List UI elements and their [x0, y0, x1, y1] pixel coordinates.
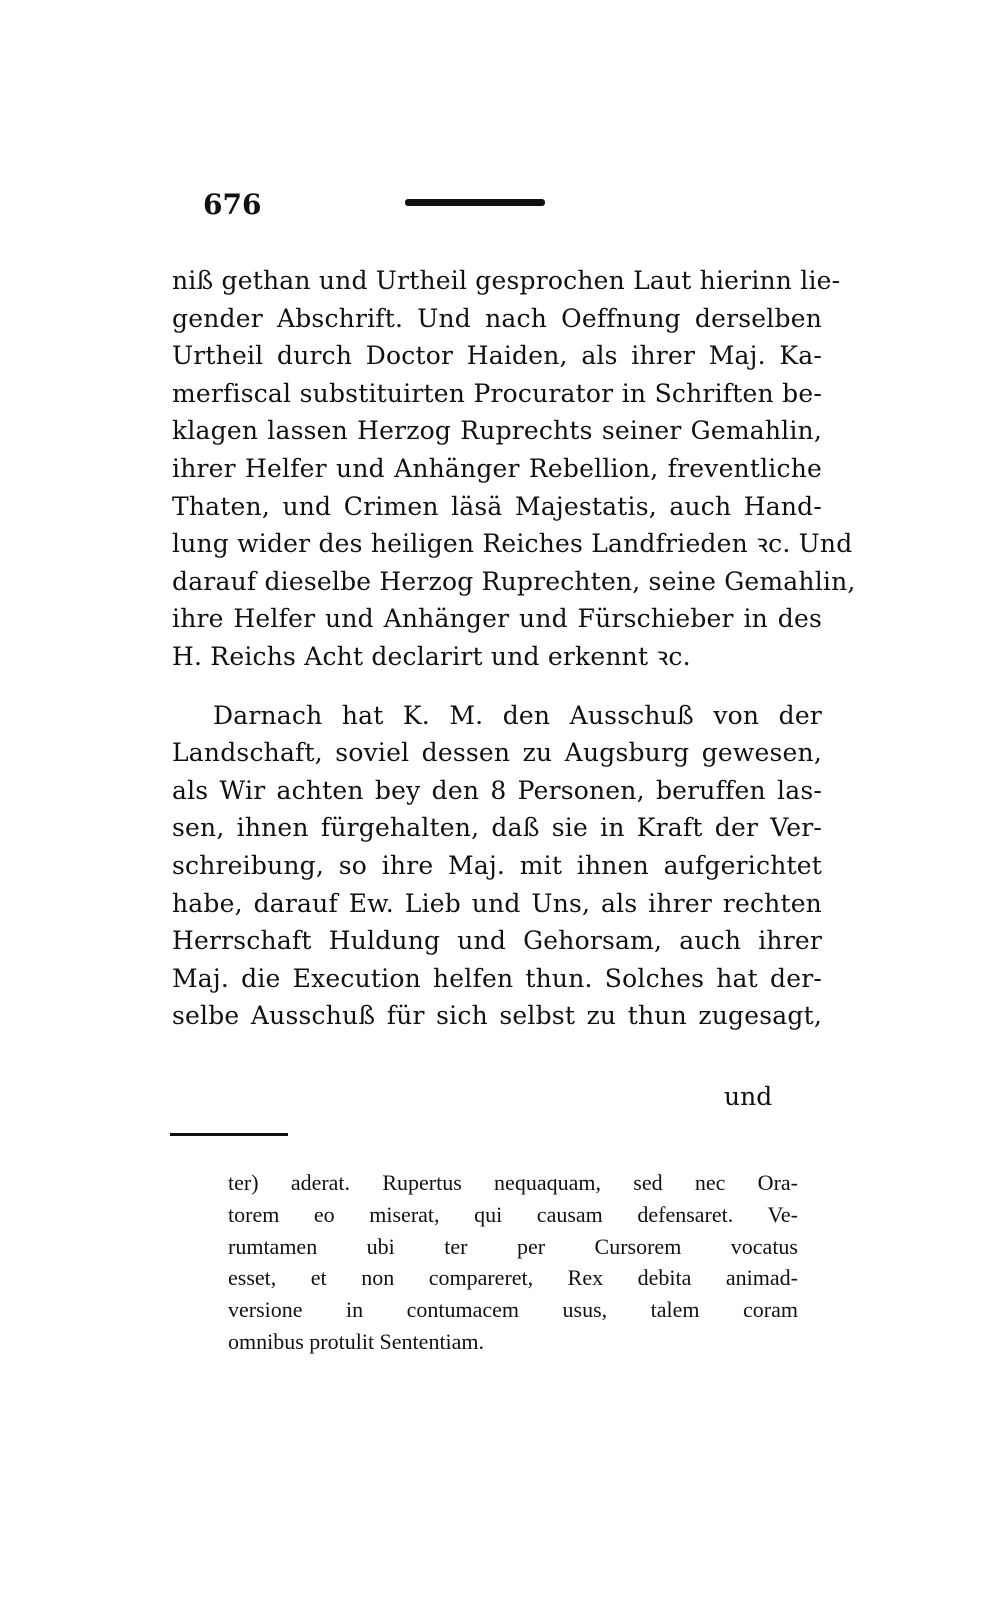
page-number: 676 [203, 188, 262, 221]
main-text [172, 262, 856, 1035]
catchword: und [724, 1082, 773, 1111]
paragraph-gap [172, 676, 822, 697]
header-rule [405, 199, 545, 206]
footnote-line: rumtamen ubi ter per Cursorem vocatus [228, 1233, 798, 1259]
text-line: Maj. die Execution helfen thun. Solches hat der- [172, 963, 822, 993]
text-line: darauf dieselbe Herzog Ruprechten, seine Gemahlin, [172, 566, 856, 596]
text-line: Thaten, und Crimen läsä Majestatis, auch Hand- [172, 491, 822, 521]
footnote-line: ter) aderat. Rupertus nequaquam, sed nec Ora- [228, 1170, 798, 1195]
text-line: Landschaft, soviel dessen zu Augsburg gewesen, [172, 738, 822, 768]
footnote-line: torem eo miserat, qui causam defensaret. Ve- [228, 1201, 798, 1227]
text-line: gender Abschrift. Und nach Oeffnung derselben [172, 303, 822, 333]
text-line: Herrschaft Huldung und Gehorsam, auch ihrer [172, 926, 822, 956]
text-line: selbe Ausschuß für sich selbst zu thun zugesagt, [172, 1001, 822, 1031]
text-line: Urtheil durch Doctor Haiden, als ihrer Maj. Ka- [172, 341, 822, 371]
footnote-line: versione in contumacem usus, talem coram [228, 1297, 798, 1323]
text-line: klagen lassen Herzog Ruprechts seiner Gemahlin, [172, 416, 822, 446]
text-line: sen, ihnen fürgehalten, daß sie in Kraft der Ver- [172, 813, 822, 843]
text-line: habe, darauf Ew. Lieb und Uns, als ihrer rechten [172, 888, 822, 918]
text-line: ihrer Helfer und Anhänger Rebellion, freventliche [172, 453, 822, 483]
text-line: als Wir achten bey den 8 Personen, beruffen las- [172, 775, 822, 805]
footnote-rule [170, 1133, 288, 1136]
text-line: merfiscal substituirten Procurator in Schriften be- [172, 378, 822, 408]
text-line: Darnach hat K. M. den Ausschuß von der [213, 700, 822, 730]
footnote-line: omnibus protulit Sententiam. [228, 1328, 485, 1354]
text-line: ihre Helfer und Anhänger und Fürschieber in des [172, 604, 822, 634]
text-line: H. Reichs Acht declarirt und erkennt ꝛc. [172, 641, 691, 671]
text-line: schreibung, so ihre Maj. mit ihnen aufgerichtet [172, 850, 822, 880]
text-line: niß gethan und Urtheil gesprochen Laut hierinn lie- [172, 266, 841, 295]
footnote-line: esset, et non compareret, Rex debita animad- [228, 1265, 798, 1291]
footnote [228, 1167, 798, 1358]
text-line: lung wider des heiligen Reiches Landfrieden ꝛc. Und [172, 529, 853, 559]
